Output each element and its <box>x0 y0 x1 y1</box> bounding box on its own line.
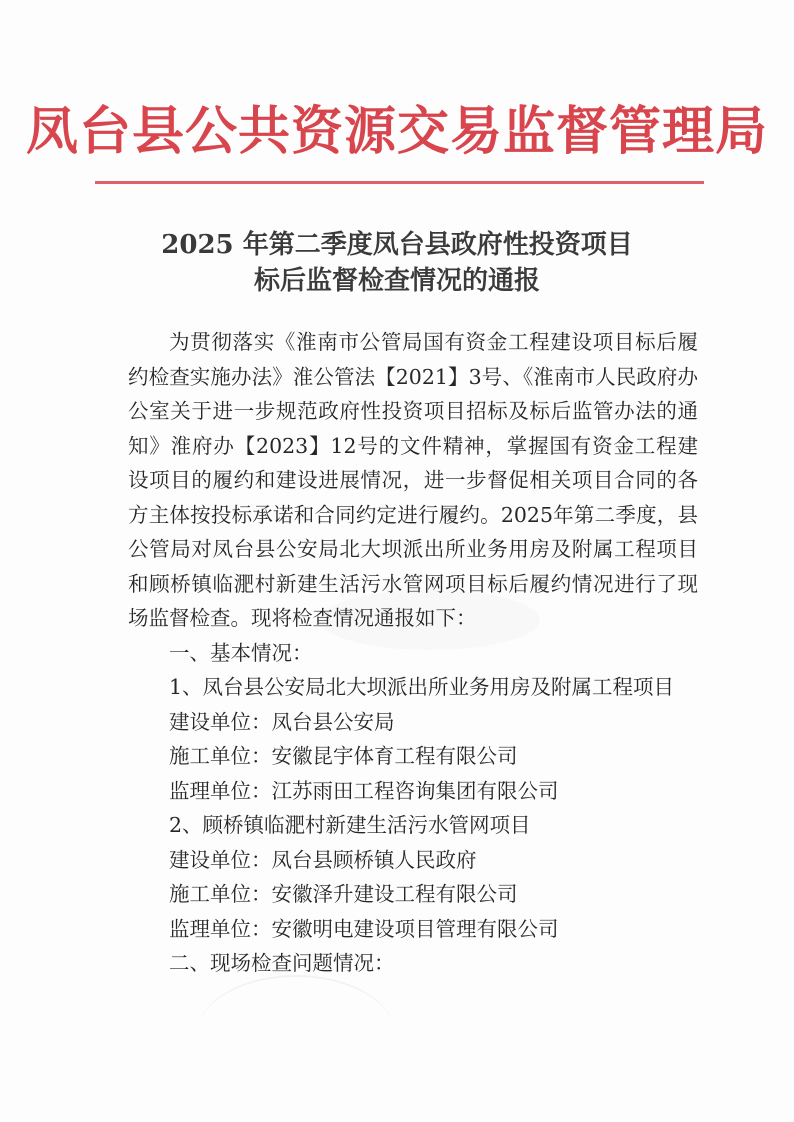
document-title-line-2: 标后监督检查情况的通报 <box>253 266 540 296</box>
project-2-title: 2、顾桥镇临淝村新建生活污水管网项目 <box>169 813 531 837</box>
project-1-contractor: 施工单位：安徽昆宇体育工程有限公司 <box>169 744 518 768</box>
project-2-supervisor: 监理单位：安徽明电建设项目管理有限公司 <box>169 916 559 941</box>
section-2-heading: 二、现场检查问题情况： <box>169 951 395 975</box>
faint-seal-mark <box>196 975 396 1097</box>
project-1-title: 1、凤台县公安局北大坝派出所业务用房及附属工程项目 <box>169 675 675 699</box>
project-1-builder: 建设单位：凤台县公安局 <box>169 709 395 734</box>
org-header: 凤台县公共资源交易监督管理局 <box>25 101 768 162</box>
project-2-contractor: 施工单位：安徽泽升建设工程有限公司 <box>169 882 518 906</box>
project-1-supervisor: 监理单位：江苏雨田工程咨询集团有限公司 <box>169 778 559 803</box>
header-divider <box>95 181 704 184</box>
project-2-builder: 建设单位：凤台县顾桥镇人民政府 <box>169 847 477 872</box>
document-body <box>128 325 698 981</box>
section-1-heading: 一、基本情况： <box>169 640 313 665</box>
document-title-line-1: 2025 年第二季度凤台县政府性投资项目 <box>161 230 633 260</box>
intro-paragraph: 为贯彻落实《淮南市公管局国有资金工程建设项目标后履约检查实施办法》淮公管法【2021】3号、《淮南市人民政府办公室关于进一步规范政府性投资项目招标及标后监管办法的通知》淮府办【2023】12号的文件精神，掌握国有资金工程建设项目的履约和建设进展情况，进一步督促相关项目合同的各方主体按投标承诺和合同约定进行履约。2025年第二季度，县公管局对凤台县公安局北大坝派出所业务用房及附属工程项目和顾桥镇临淝村新建生活污水管网项目标后履约情况进行了现场监督检查。现将检查情况通报如下： <box>128 330 698 630</box>
